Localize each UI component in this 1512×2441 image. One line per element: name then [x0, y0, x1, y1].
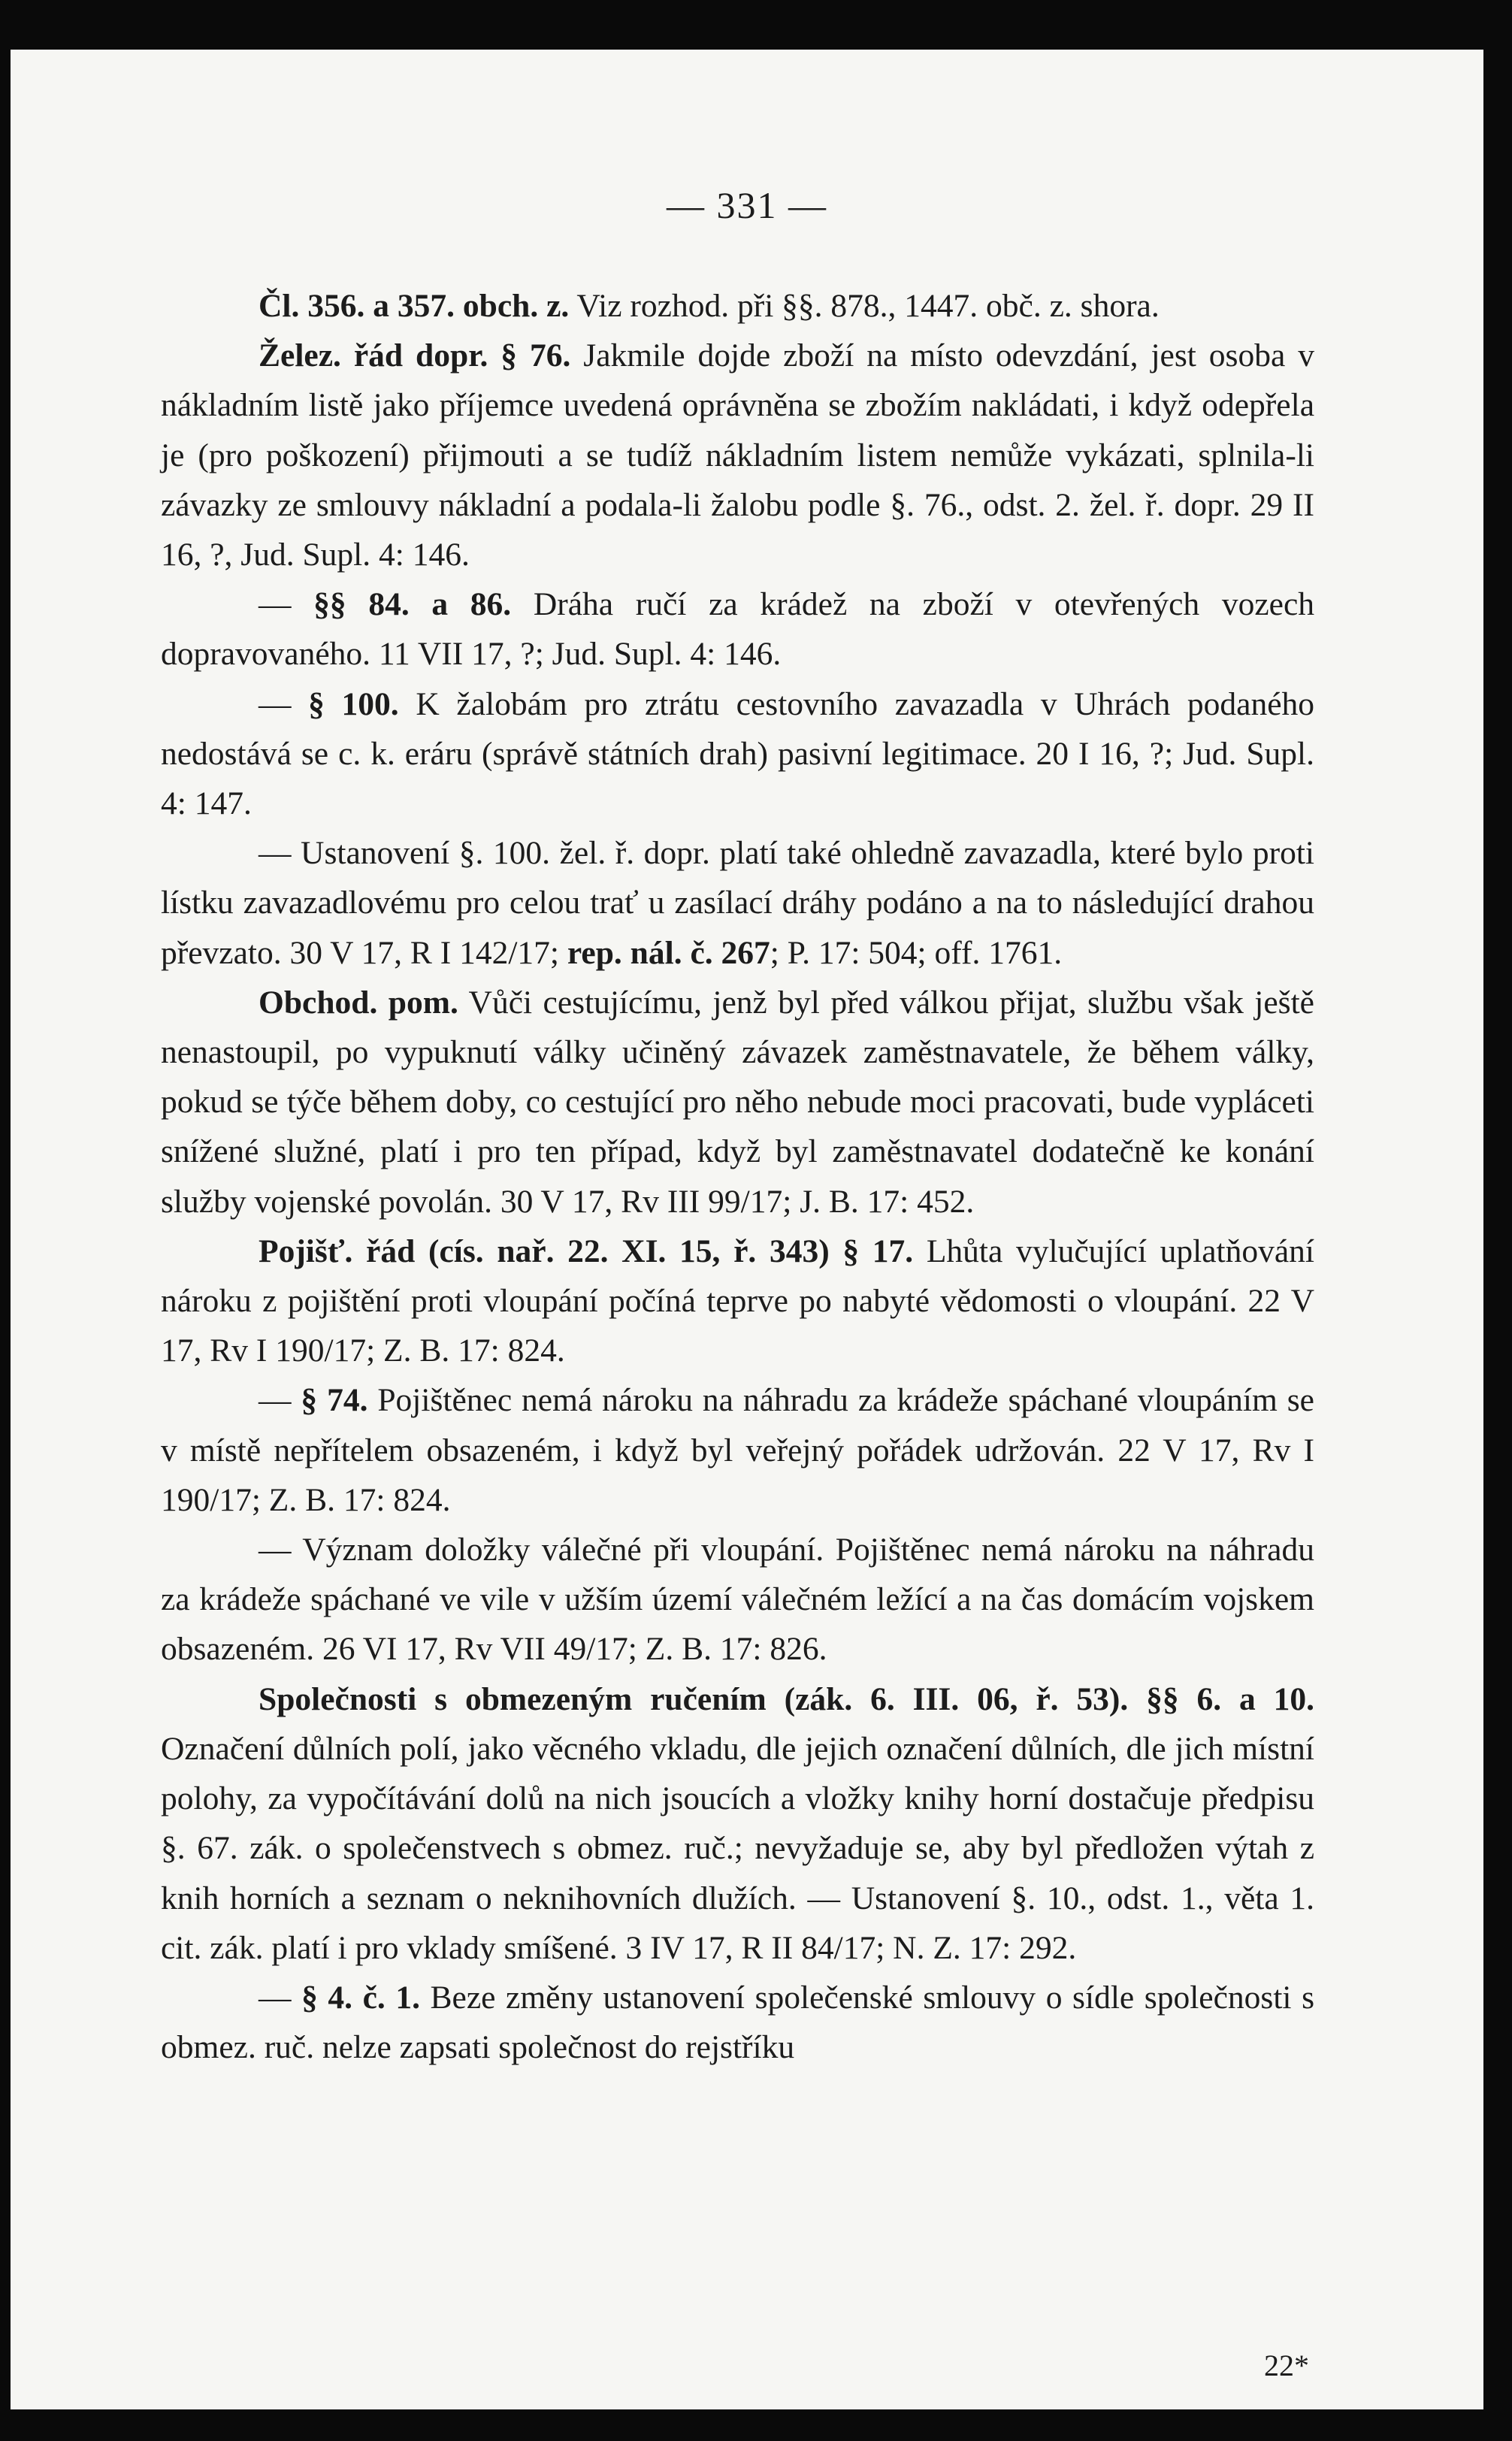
paragraph-text: Jakmile dojde zboží na místo odevzdání, jest osoba v nákladním listě jako příjemce uvedená oprávněna se zbožím nakládati, i když odepřela je (pro poškození) přijmouti a se tudíž nákladním listem nemůže vykázati, splnila-li závazky ze smlouvy nákladní a podala-li žalobu podle §. 76., odst. 2. žel. ř. dopr. 29 II 16, ?, Jud. Supl. 4: 146. — [161, 337, 1314, 573]
paragraph-10 — [161, 1674, 1314, 1973]
paragraph-text: Beze změny ustanovení společenské smlouvy o sídle společnosti s obmez. ruč. nelze zapsati společnost do rejstříku — [161, 1979, 1315, 2066]
paragraph-3 — [161, 579, 1314, 679]
paragraph-8 — [161, 1375, 1314, 1525]
paragraph-2 — [161, 331, 1314, 579]
dash: — — [259, 586, 314, 623]
book-page — [11, 50, 1483, 2409]
paragraph-11 — [161, 1973, 1314, 2072]
heading: § 100. — [308, 685, 399, 722]
paragraph-text: ; P. 17: 504; off. 1761. — [770, 934, 1063, 971]
paragraph-4 — [161, 679, 1314, 829]
dash: — — [259, 685, 309, 722]
heading: rep. nál. č. 267 — [559, 934, 770, 971]
paragraph-text: Vůči cestujícímu, jenž byl před válkou přijat, službu však ještě nenastoupil, po vypuknutí války učiněný závazek zaměstnavatele, že během války, pokud se týče během doby, co cestující pro něho nebude moci pracovati, bude vypláceti snížené služné, platí i pro ten případ, když byl zaměstnavatel dodatečně ke konání služby vojenské povolán. 30 V 17, Rv III 99/17; J. B. 17: 452. — [161, 984, 1314, 1220]
paragraph-6 — [161, 978, 1314, 1227]
page-number: — 331 — — [667, 184, 827, 226]
heading: Pojišť. řád (cís. nař. 22. XI. 15, ř. 343) § 17. — [259, 1233, 914, 1269]
heading: Obchod. pom. — [259, 984, 458, 1021]
heading: Společnosti s obmezeným ručením (zák. 6. III. 06, ř. 53). §§ 6. a 10. — [259, 1680, 1314, 1717]
paragraph-text: Označení důlních polí, jako věcného vkladu, dle jejich označení důlních, dle jich místní polohy, za vypočítávání dolů na nich jsoucích a vložky knihy horní dostačuje předpisu §. 67. zák. o společenstvech s obmez. ruč.; nevyžaduje se, aby byl předložen výtah z knih horních a seznam o neknihovních dlužích. — Ustanovení §. 10., odst. 1., věta 1. cit. zák. platí i pro vklady smíšené. 3 IV 17, R II 84/17; N. Z. 17: 292. — [161, 1730, 1314, 1966]
paragraph-text: Lhůta vylučující uplatňování nároku z pojištění proti vloupání počíná teprve po nabyté vědomosti o vloupání. 22 V 17, Rv I 190/17; Z. B. 17: 824. — [161, 1233, 1314, 1369]
heading: §§ 84. a 86. — [313, 586, 512, 623]
paragraph-1 — [161, 281, 1314, 331]
heading: § 4. č. 1. — [301, 1979, 420, 2016]
paragraph-5 — [161, 828, 1314, 978]
heading: Želez. řád dopr. § 76. — [259, 337, 571, 374]
paragraph-text: K žalobám pro ztrátu cestovního zavazadla v Uhrách podaného nedostává se c. k. eráru (správě státních drah) pasivní legitimace. 20 I 16, ?; Jud. Supl. 4: 147. — [161, 685, 1315, 822]
signature-mark: 22* — [1264, 2349, 1309, 2382]
paragraph-7 — [161, 1227, 1314, 1376]
page-body — [161, 281, 1314, 2072]
dash: — — [259, 1382, 301, 1419]
paragraph-text: Viz rozhod. při §§. 878., 1447. obč. z. shora. — [569, 288, 1160, 324]
paragraph-text: — Ustanovení §. 100. žel. ř. dopr. platí také ohledně zavazadla, které bylo proti lístku zavazadlovému pro celou trať u zasílací dráhy podáno a na to následující drahou převzato. 30 V 17, R I 142/17; — [161, 835, 1314, 971]
paragraph-text: Pojištěnec nemá nároku na náhradu za krádeže spáchané vloupáním se v místě nepřítelem obsazeném, i když byl veřejný pořádek udržován. 22 V 17, Rv I 190/17; Z. B. 17: 824. — [161, 1382, 1314, 1518]
paragraph-text: — Význam doložky válečné při vloupání. Pojištěnec nemá nároku na náhradu za krádeže spáchané ve vile v užším území válečném ležící a na čas domácím vojskem obsazeném. 26 VI 17, Rv VII 49/17; Z. B. 17: 826. — [161, 1532, 1314, 1668]
heading: Čl. 356. a 357. obch. z. — [259, 288, 570, 324]
dash: — — [259, 1979, 302, 2016]
heading: § 74. — [301, 1382, 368, 1419]
paragraph-9 — [161, 1525, 1314, 1674]
paragraph-text: Dráha ručí za krádež na zboží v otevřených vozech dopravovaného. 11 VII 17, ?; Jud. Supl. 4: 146. — [161, 586, 1315, 673]
